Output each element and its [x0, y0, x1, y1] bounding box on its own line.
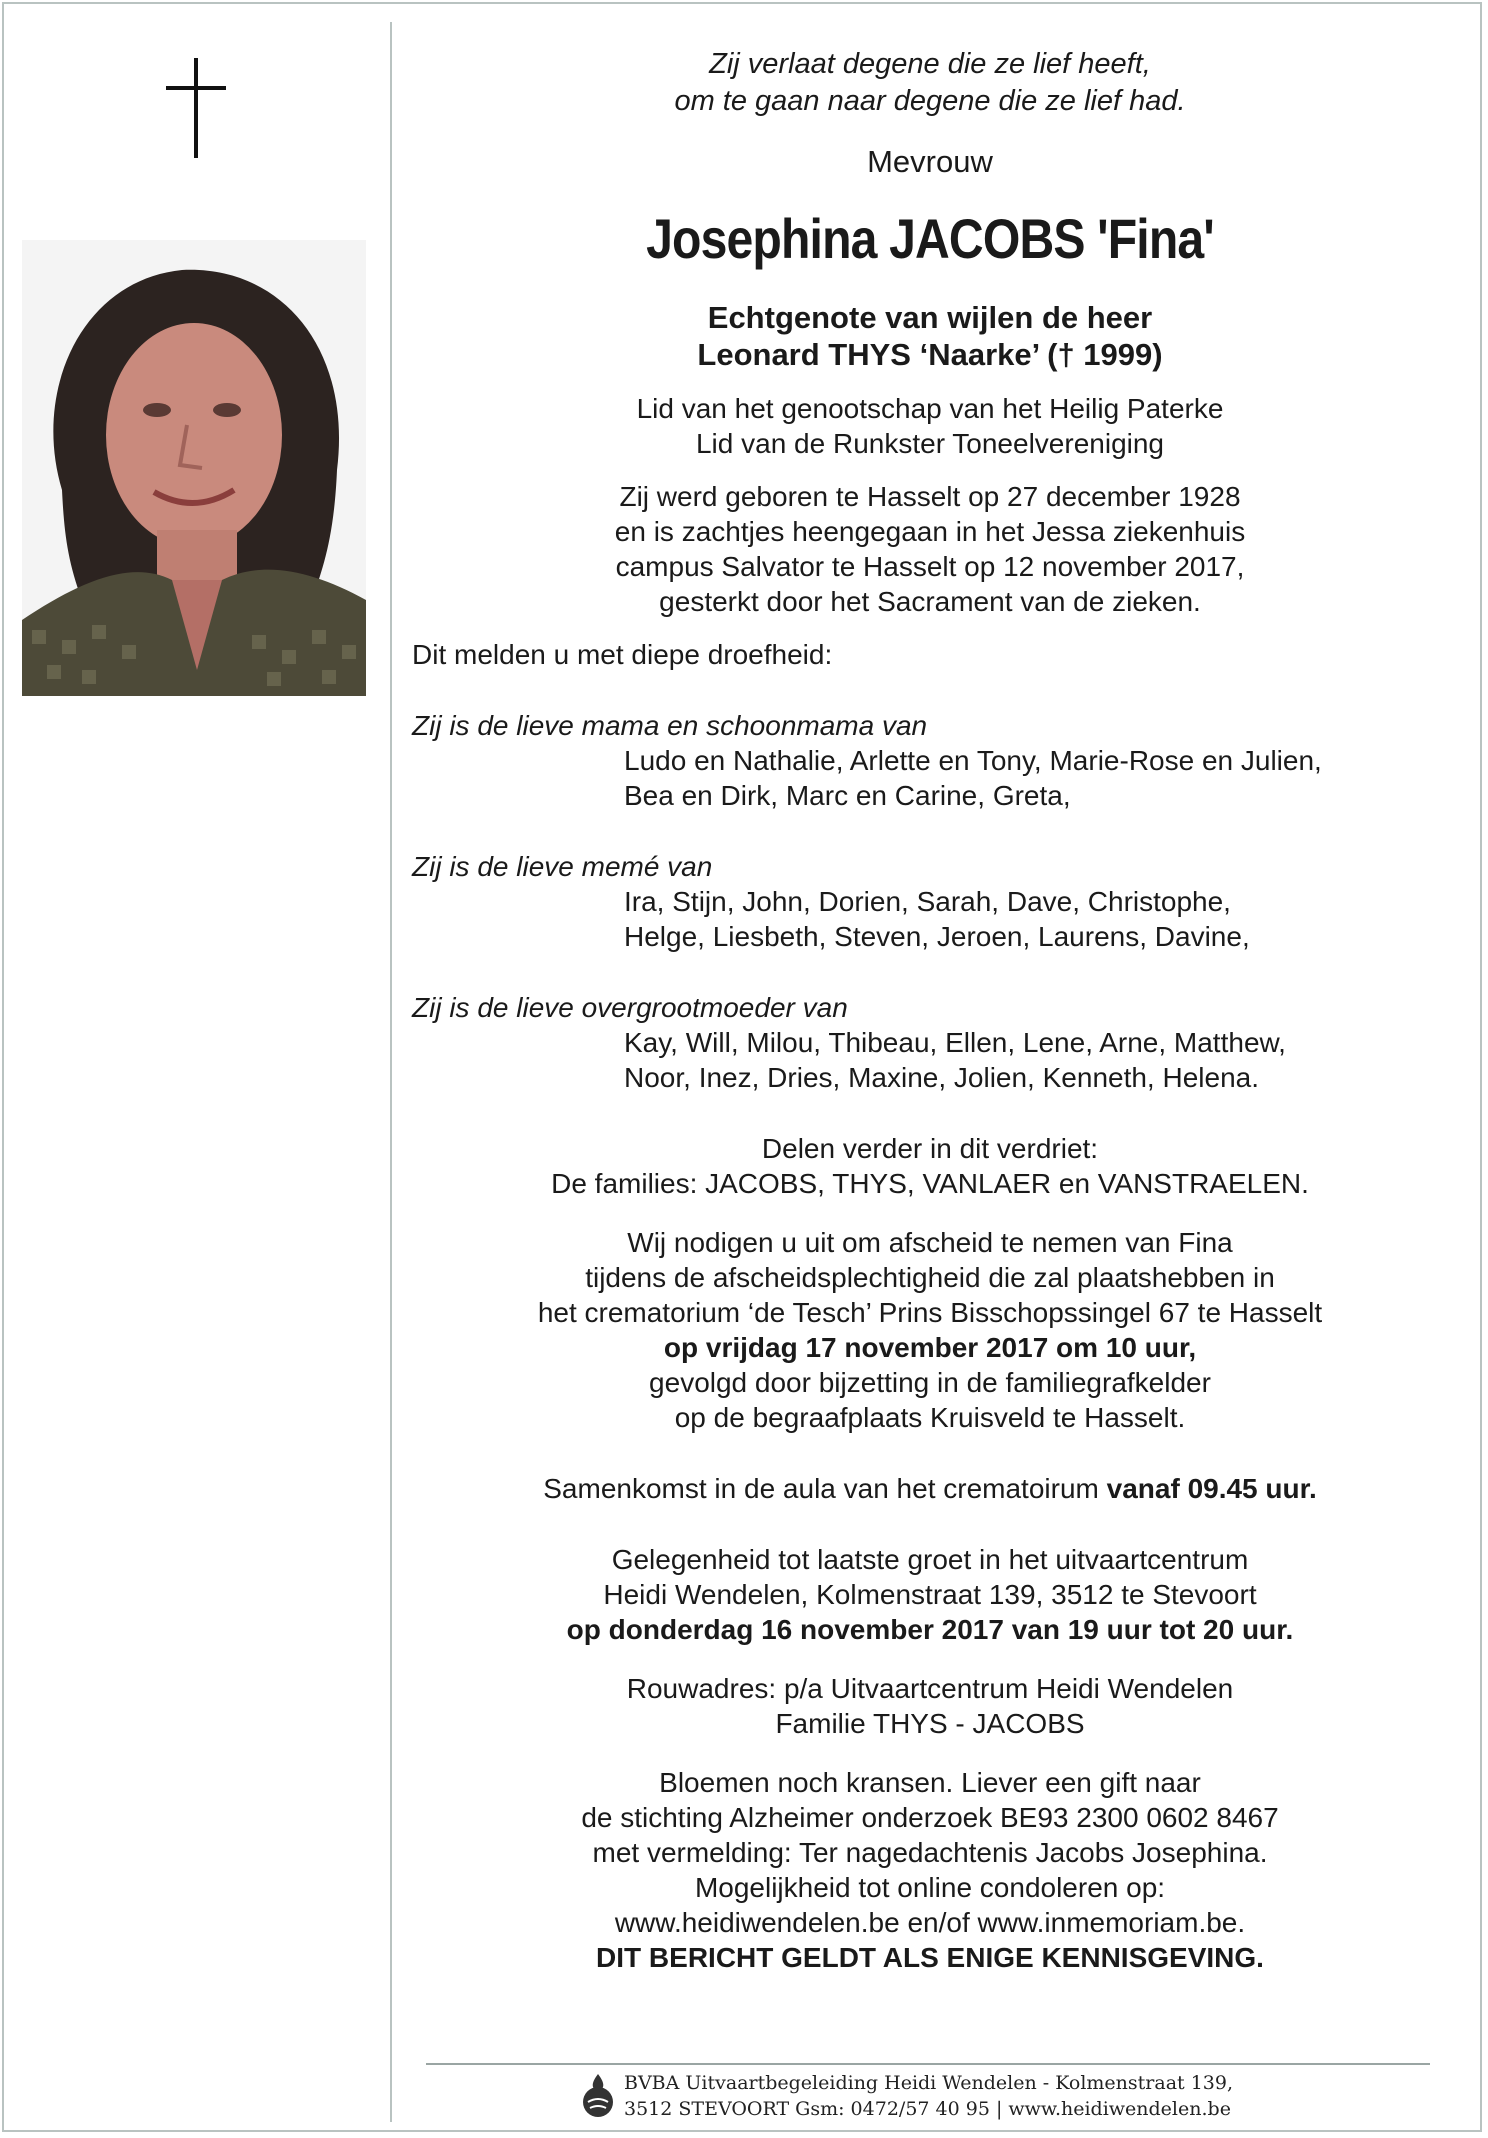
- life-line: campus Salvator te Hasselt op 12 november 2017,: [615, 551, 1245, 582]
- visitation-line: Gelegenheid tot laatste groet in het uitvaartcentrum: [611, 1544, 1249, 1575]
- closing: [400, 1765, 1460, 1975]
- children-line: Bea en Dirk, Marc en Carine, Greta,: [624, 780, 1071, 811]
- ceremony: [400, 1225, 1460, 1435]
- memberships: [400, 391, 1460, 461]
- footer-text: [624, 2070, 1233, 2122]
- footer: [568, 2070, 1328, 2126]
- spouse-line: Echtgenote van wijlen de heer: [707, 300, 1153, 335]
- ceremony-line: tijdens de afscheidsplechtigheid die zal plaatshebben in: [585, 1262, 1275, 1293]
- grandchildren-line: Ira, Stijn, John, Dorien, Sarah, Dave, Christophe,: [624, 886, 1231, 917]
- visitation-date: op donderdag 16 november 2017 van 19 uur tot 20 uur.: [566, 1614, 1294, 1645]
- life-details: [400, 479, 1460, 619]
- footer-line: BVBA Uitvaartbegeleiding Heidi Wendelen - Kolmenstraat 139,: [624, 2072, 1234, 2094]
- visitation-line: Heidi Wendelen, Kolmenstraat 139, 3512 te Stevoort: [603, 1579, 1257, 1610]
- quote-line: Zij verlaat degene die ze lief heeft,: [709, 48, 1151, 80]
- mourning-address: [400, 1671, 1460, 1741]
- sharing-line: Delen verder in dit verdriet:: [761, 1133, 1099, 1164]
- life-line: Zij werd geboren te Hasselt op 27 december 1928: [619, 481, 1241, 512]
- announcement: Dit melden u met diepe droefheid:: [412, 639, 833, 670]
- portrait-photo: [22, 240, 366, 696]
- closing-line: Bloemen noch kransen. Liever een gift naar: [659, 1767, 1201, 1798]
- sharing-line: De families: JACOBS, THYS, VANLAER en VANSTRAELEN.: [551, 1168, 1309, 1199]
- membership-line: Lid van het genootschap van het Heilig Paterke: [636, 393, 1224, 424]
- quote: [400, 46, 1460, 120]
- gathering: [400, 1471, 1460, 1506]
- visitation: [400, 1542, 1460, 1647]
- ceremony-line: gevolgd door bijzetting in de familiegrafkelder: [649, 1367, 1211, 1398]
- footer-line: 3512 STEVOORT Gsm: 0472/57 40 95 | www.heidiwendelen.be: [624, 2098, 1231, 2120]
- address-line: Rouwadres: p/a Uitvaartcentrum Heidi Wendelen: [626, 1673, 1234, 1704]
- ceremony-line: het crematorium ‘de Tesch’ Prins Bisschopssingel 67 te Hasselt: [537, 1297, 1323, 1328]
- closing-line: de stichting Alzheimer onderzoek BE93 2300 0602 8467: [581, 1802, 1279, 1833]
- address-line: Familie THYS - JACOBS: [775, 1708, 1085, 1739]
- life-line: en is zachtjes heengegaan in het Jessa ziekenhuis: [614, 516, 1246, 547]
- funeral-home-logo-icon: [580, 2072, 616, 2120]
- ceremony-line: Wij nodigen u uit om afscheid te nemen van Fina: [627, 1227, 1233, 1258]
- great-grandchildren-line: Kay, Will, Milou, Thibeau, Ellen, Lene, Arne, Matthew,: [624, 1027, 1286, 1058]
- obituary-text: [400, 46, 1460, 1975]
- life-line: gesterkt door het Sacrament van de zieken.: [659, 586, 1201, 617]
- children-section: [400, 708, 1460, 813]
- great-grandchildren-intro: Zij is de lieve overgrootmoeder van: [412, 992, 848, 1023]
- deceased-name: Josephina JACOBS 'Fina': [646, 207, 1214, 270]
- great-grandchildren-section: [400, 990, 1460, 1095]
- great-grandchildren-line: Noor, Inez, Dries, Maxine, Jolien, Kenneth, Helena.: [624, 1062, 1260, 1093]
- ceremony-line: op de begraafplaats Kruisveld te Hasselt.: [674, 1402, 1186, 1433]
- spouse-line: Leonard THYS ‘Naarke’ († 1999): [697, 337, 1163, 372]
- children-line: Ludo en Nathalie, Arlette en Tony, Marie-Rose en Julien,: [624, 745, 1322, 776]
- gathering-text: Samenkomst in de aula van het crematoirum: [543, 1473, 1107, 1504]
- grandchildren-line: Helge, Liesbeth, Steven, Jeroen, Laurens, Davine,: [624, 921, 1250, 952]
- final-notice: DIT BERICHT GELDT ALS ENIGE KENNISGEVING.: [596, 1942, 1264, 1973]
- column-divider: [390, 22, 392, 2122]
- footer-divider: [426, 2063, 1430, 2065]
- closing-line: www.heidiwendelen.be en/of www.inmemoriam.be.: [614, 1907, 1246, 1938]
- closing-line: Mogelijkheid tot online condoleren op:: [694, 1872, 1166, 1903]
- sharing: [400, 1131, 1460, 1201]
- spouse-info: [400, 299, 1460, 373]
- cross-icon: [166, 58, 226, 158]
- membership-line: Lid van de Runkster Toneelvereniging: [695, 428, 1164, 459]
- children-intro: Zij is de lieve mama en schoonmama van: [412, 710, 928, 741]
- grandchildren-section: [400, 849, 1460, 954]
- grandchildren-intro: Zij is de lieve memé van: [412, 851, 713, 882]
- closing-line: met vermelding: Ter nagedachtenis Jacobs Josephina.: [592, 1837, 1268, 1868]
- gathering-time: vanaf 09.45 uur.: [1106, 1473, 1317, 1504]
- salutation: Mevrouw: [867, 144, 993, 179]
- quote-line: om te gaan naar degene die ze lief had.: [674, 85, 1186, 117]
- ceremony-date: op vrijdag 17 november 2017 om 10 uur,: [663, 1332, 1197, 1363]
